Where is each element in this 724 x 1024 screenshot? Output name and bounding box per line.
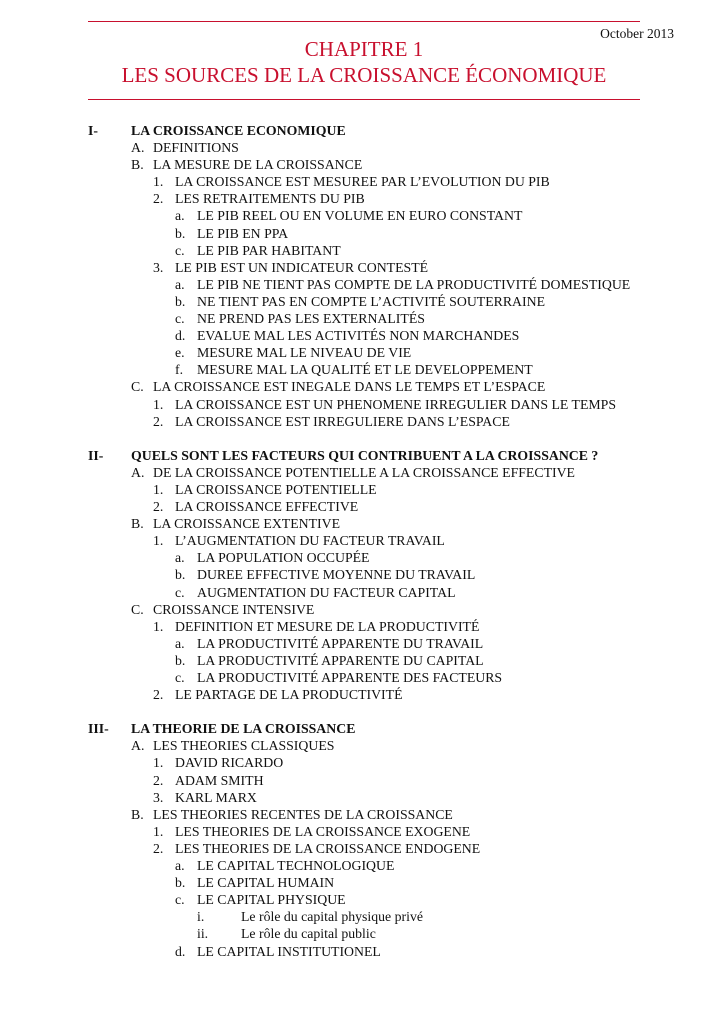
item-text: CROISSANCE INTENSIVE <box>153 601 315 617</box>
outline-item <box>0 925 724 942</box>
item-text: LE CAPITAL HUMAIN <box>197 875 335 891</box>
item-text: LA CROISSANCE EST IRREGULIERE DANS L’ESPACE <box>175 413 510 429</box>
item-number: 3. <box>153 789 164 805</box>
top-divider <box>88 21 640 22</box>
item-number: 2. <box>153 191 164 207</box>
outline-item <box>0 481 724 498</box>
item-text: LA CROISSANCE ECONOMIQUE <box>131 123 346 138</box>
item-text: LE CAPITAL PHYSIQUE <box>197 892 346 908</box>
item-text: AUGMENTATION DU FACTEUR CAPITAL <box>197 584 456 600</box>
outline-item <box>0 789 724 806</box>
item-number: a. <box>175 858 185 874</box>
item-number: c. <box>175 892 185 908</box>
item-number: a. <box>175 276 185 292</box>
item-number: c. <box>175 670 185 685</box>
item-number: 2. <box>153 499 164 515</box>
outline-item <box>0 635 724 652</box>
item-text: QUELS SONT LES FACTEURS QUI CONTRIBUENT A LA CROISSANCE ? <box>131 447 599 463</box>
item-number: d. <box>175 943 186 959</box>
item-number: 1. <box>153 396 164 412</box>
item-text: LA MESURE DE LA CROISSANCE <box>153 157 363 173</box>
outline-item <box>0 754 724 771</box>
outline-item <box>0 840 724 857</box>
item-text: DUREE EFFECTIVE MOYENNE DU TRAVAIL <box>197 567 476 583</box>
outline-item <box>0 310 724 327</box>
item-number: c. <box>175 311 185 327</box>
outline-item <box>0 378 724 395</box>
item-text: LES THEORIES RECENTES DE LA CROISSANCE <box>153 806 453 822</box>
item-number: 2. <box>153 772 164 788</box>
outline-item <box>0 498 724 515</box>
outline-item <box>0 566 724 583</box>
item-number: 2. <box>153 687 164 703</box>
chapter-title: CHAPITRE 1 <box>304 37 424 61</box>
outline-item <box>0 413 724 430</box>
item-text: EVALUE MAL LES ACTIVITÉS NON MARCHANDES <box>197 328 520 344</box>
section-heading <box>0 720 724 737</box>
outline-item <box>0 891 724 908</box>
item-number: III- <box>88 721 109 737</box>
item-text: LA PRODUCTIVITÉ APPARENTE DU TRAVAIL <box>197 635 484 651</box>
item-number: A. <box>131 464 145 480</box>
outline-item <box>0 327 724 344</box>
item-number: 1. <box>153 174 164 190</box>
item-text: MESURE MAL LE NIVEAU DE VIE <box>197 345 412 361</box>
item-text: KARL MARX <box>175 789 257 805</box>
item-number: 1. <box>153 481 164 497</box>
item-text: NE PREND PAS LES EXTERNALITÉS <box>197 311 425 327</box>
outline-item <box>0 396 724 413</box>
item-text: LE PIB EN PPA <box>197 225 289 241</box>
item-number: b. <box>175 225 186 241</box>
outline-item <box>0 823 724 840</box>
item-text: L’AUGMENTATION DU FACTEUR TRAVAIL <box>175 533 445 549</box>
outline-item <box>0 515 724 532</box>
item-text: LA THEORIE DE LA CROISSANCE <box>131 721 356 737</box>
item-number: II- <box>88 447 104 463</box>
item-text: LES THEORIES DE LA CROISSANCE ENDOGENE <box>175 840 481 856</box>
item-text: LA CROISSANCE EST INEGALE DANS LE TEMPS ET L’ESPACE <box>153 379 546 395</box>
outline-item <box>0 737 724 754</box>
item-number: b. <box>175 652 186 668</box>
item-number: b. <box>175 567 186 583</box>
outline-item <box>0 549 724 566</box>
item-text: LE PIB NE TIENT PAS COMPTE DE LA PRODUCTIVITÉ DOMESTIQUE <box>197 276 631 292</box>
item-text: LA CROISSANCE EFFECTIVE <box>175 499 359 515</box>
outline-item <box>0 361 724 378</box>
item-number: 1. <box>153 823 164 839</box>
item-number: C. <box>131 601 144 617</box>
bottom-divider <box>88 99 640 100</box>
item-number: f. <box>175 362 184 378</box>
item-number: B. <box>131 806 144 822</box>
item-text: LE CAPITAL TECHNOLOGIQUE <box>197 858 395 874</box>
outline-item <box>0 874 724 891</box>
outline-item <box>0 772 724 789</box>
item-number: i. <box>197 909 205 925</box>
item-text: ADAM SMITH <box>175 772 264 788</box>
item-text: LA POPULATION OCCUPÉE <box>197 550 370 566</box>
outline-item <box>0 584 724 601</box>
outline-item <box>0 259 724 276</box>
item-number: B. <box>131 516 144 532</box>
outline-item <box>0 344 724 361</box>
item-text: LA CROISSANCE EST UN PHENOMENE IRREGULIER DANS LE TEMPS <box>175 396 617 412</box>
item-text: LA CROISSANCE POTENTIELLE <box>175 481 377 497</box>
outline-item <box>0 806 724 823</box>
item-number: C. <box>131 379 144 395</box>
outline-item <box>0 669 724 686</box>
item-number: 1. <box>153 755 164 771</box>
outline-item <box>0 156 724 173</box>
item-text: LE CAPITAL INSTITUTIONEL <box>197 943 381 959</box>
item-text: LES RETRAITEMENTS DU PIB <box>175 191 365 207</box>
outline-item <box>0 293 724 310</box>
item-number: c. <box>175 584 185 600</box>
outline-item <box>0 190 724 207</box>
chapter-subtitle: LES SOURCES DE LA CROISSANCE ÉCONOMIQUE <box>121 63 607 87</box>
document-date: October 2013 <box>600 26 674 41</box>
item-text: LA PRODUCTIVITÉ APPARENTE DU CAPITAL <box>197 652 484 668</box>
item-text: DAVID RICARDO <box>175 755 284 771</box>
item-text: LA CROISSANCE EXTENTIVE <box>153 516 341 532</box>
item-number: A. <box>131 140 145 156</box>
outline-item <box>0 908 724 925</box>
item-text: Le rôle du capital physique privé <box>241 909 423 925</box>
item-text: Le rôle du capital public <box>241 926 376 942</box>
outline-item <box>0 601 724 618</box>
outline-item <box>0 618 724 635</box>
item-text: DEFINITIONS <box>153 140 239 156</box>
outline-item <box>0 225 724 242</box>
item-number: b. <box>175 293 186 309</box>
item-text: MESURE MAL LA QUALITÉ ET LE DEVELOPPEMENT <box>197 362 533 378</box>
item-number: a. <box>175 635 185 651</box>
item-text: LE PIB EST UN INDICATEUR CONTESTÉ <box>175 259 429 275</box>
outline-item <box>0 207 724 224</box>
outline-item <box>0 464 724 481</box>
item-number: ii. <box>197 926 209 942</box>
outline-item <box>0 276 724 293</box>
item-text: LE PARTAGE DE LA PRODUCTIVITÉ <box>175 687 403 703</box>
item-text: DEFINITION ET MESURE DE LA PRODUCTIVITÉ <box>175 618 480 634</box>
outline-item <box>0 242 724 259</box>
outline-item <box>0 139 724 156</box>
outline-item <box>0 943 724 960</box>
outline-item <box>0 532 724 549</box>
item-text: DE LA CROISSANCE POTENTIELLE A LA CROISSANCE EFFECTIVE <box>153 464 575 480</box>
item-number: 1. <box>153 618 164 634</box>
item-text: LA PRODUCTIVITÉ APPARENTE DES FACTEURS <box>197 670 503 685</box>
section-heading <box>0 122 724 139</box>
item-number: 2. <box>153 840 164 856</box>
outline-item <box>0 857 724 874</box>
item-number: e. <box>175 345 185 361</box>
item-number: a. <box>175 550 185 566</box>
outline-item <box>0 173 724 190</box>
section-heading <box>0 447 724 464</box>
item-number: B. <box>131 157 144 173</box>
item-number: b. <box>175 875 186 891</box>
item-text: LE PIB REEL OU EN VOLUME EN EURO CONSTANT <box>197 208 523 224</box>
item-number: c. <box>175 242 185 258</box>
item-number: 1. <box>153 533 164 549</box>
item-text: LA CROISSANCE EST MESUREE PAR L’EVOLUTION DU PIB <box>175 174 550 190</box>
item-number: 3. <box>153 259 164 275</box>
table-of-contents <box>0 122 724 960</box>
item-number: d. <box>175 328 186 344</box>
item-text: LES THEORIES DE LA CROISSANCE EXOGENE <box>175 823 471 839</box>
item-number: I- <box>88 123 98 138</box>
item-text: LE PIB PAR HABITANT <box>197 242 341 258</box>
item-text: LES THEORIES CLASSIQUES <box>153 738 335 754</box>
item-number: A. <box>131 738 145 754</box>
outline-item <box>0 652 724 669</box>
item-number: a. <box>175 208 185 224</box>
item-number: 2. <box>153 413 164 429</box>
outline-item <box>0 686 724 703</box>
item-text: NE TIENT PAS EN COMPTE L’ACTIVITÉ SOUTERRAINE <box>197 293 545 309</box>
